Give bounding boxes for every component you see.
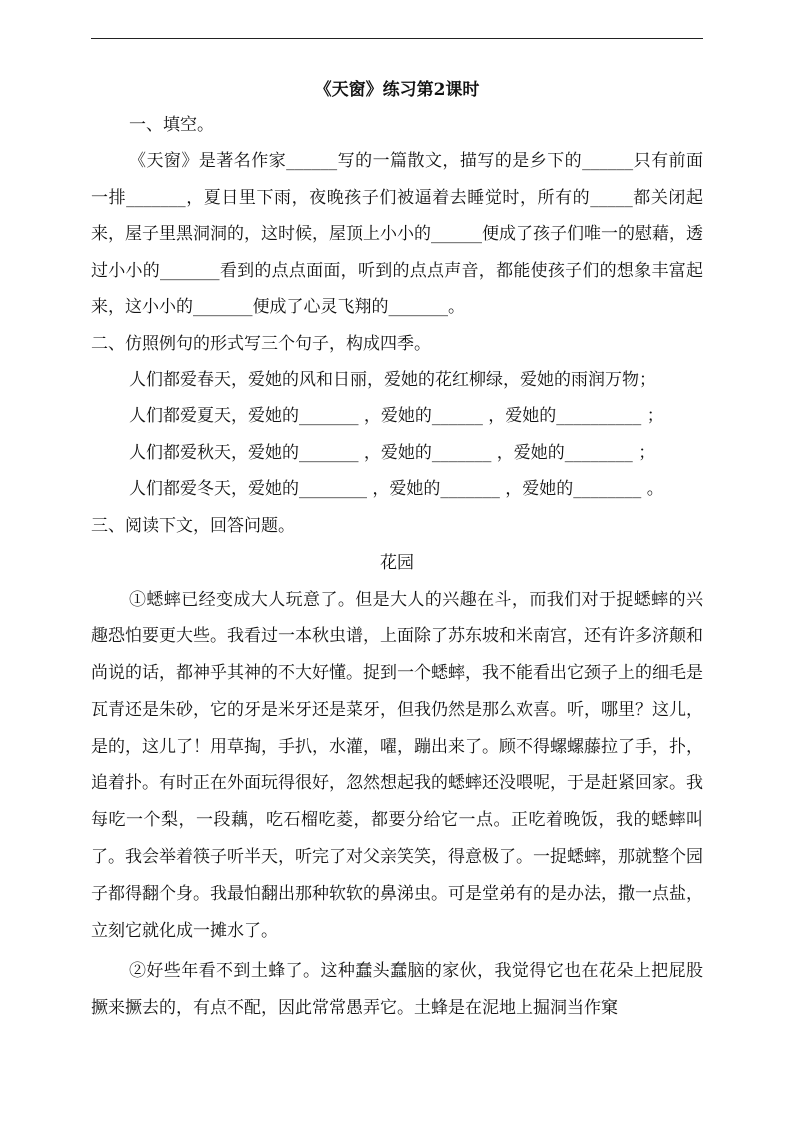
document-body <box>91 76 703 1027</box>
section-2-heading: 二、仿照例句的形式写三个句子，构成四季。 <box>91 333 431 354</box>
passage-paragraph-2: ②好些年看不到土蜂了。这种蠢头蠢脑的家伙，我觉得它也在花朵上把屁股撅来撅去的，有点不配，因此常常愚弄它。土蜂是在泥地上掘洞当作窠 <box>91 961 703 1019</box>
section-3-heading: 三、阅读下文，回答问题。 <box>91 515 295 536</box>
passage-title: 花园 <box>380 552 414 573</box>
exercise-sentence-summer: 人们都爱夏天，爱她的_______ ，爱她的______ ，爱她的__________ ； <box>129 406 664 426</box>
exercise-sentence-winter: 人们都爱冬天，爱她的________ ，爱她的_______ ，爱她的________ 。 <box>129 479 664 499</box>
section-1-heading: 一、填空。 <box>129 115 214 135</box>
header-rule <box>91 38 703 39</box>
passage-paragraph-1: ①蟋蟀已经变成大人玩意了。但是大人的兴趣在斗，而我们对于捉蟋蟀的兴趣恐怕要更大些。我看过一本秋虫谱，上面除了苏东坡和米南宫，还有许多济颠和尚说的话，都神乎其神的不大好懂。捉到一个蟋蟀，我不能看出它颈子上的细毛是瓦青还是朱砂，它的牙是米牙还是菜牙，但我仍然是那么欢喜。听，哪里？这儿，是的，这儿了！用草掏，手扒，水灌，嚁，蹦出来了。顾不得螺螺藤拉了手，扑，追着扑。有时正在外面玩得很好，忽然想起我的蟋蟀还没喂呢，于是赶紧回家。我每吃一个梨，一段藕，吃石榴吃菱，都要分给它一点。正吃着晚饭，我的蟋蟀叫了。我会举着筷子听半天，听完了对父亲笑笑，得意极了。一捉蟋蟀，那就整个园子都得翻个身。我最怕翻出那种软软的鼻涕虫。可是堂弟有的是办法，撒一点盐，立刻它就化成一摊水了。 <box>91 589 703 941</box>
page-title: 《天窗》练习第2课时 <box>314 80 480 100</box>
exercise-sentence-autumn: 人们都爱秋天，爱她的_______ ，爱她的_______ ，爱她的________ ； <box>129 442 656 463</box>
section-1-fill-blank-paragraph: 《天窗》是著名作家______写的一篇散文，描写的是乡下的______只有前面一排_______，夏日里下雨，夜晚孩子们被逼着去睡觉时，所有的_____都关闭起来，屋子里黑洞洞的，这时候，屋顶上小小的______便成了孩子们唯一的慰藉，透过小小的_______看到的点点面面，听到的点点声音，都能使孩子们的想象丰富起来，这小小的_______便成了心灵飞翔的_______。 <box>91 151 703 317</box>
example-sentence-spring: 人们都爱春天，爱她的风和日丽，爱她的花红柳绿，爱她的雨润万物； <box>129 369 656 390</box>
